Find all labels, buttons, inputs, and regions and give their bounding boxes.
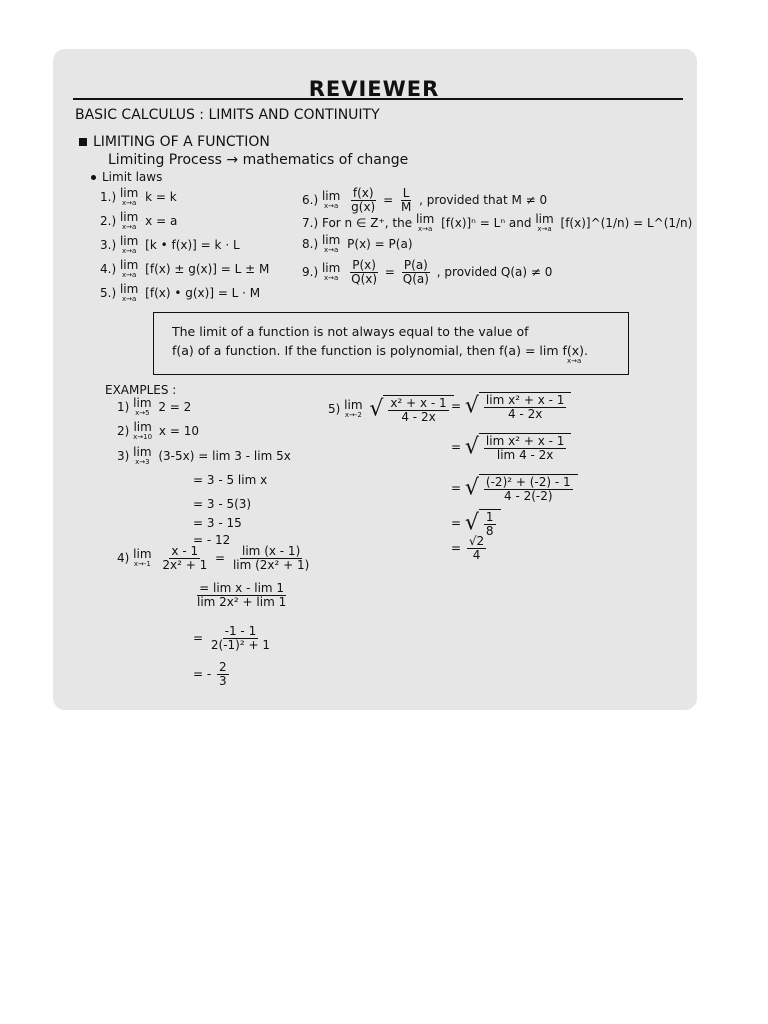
- result-sign: = -: [193, 667, 212, 681]
- law-expression: [f(x)]^(1/n) = L^(1/n): [560, 216, 693, 230]
- lim-sub: x→a: [121, 295, 137, 303]
- fraction: [217, 661, 229, 688]
- limit-laws-heading: [91, 170, 162, 184]
- lim-word: lim: [321, 189, 341, 203]
- lim-operator: [133, 549, 151, 568]
- limiting-process-label: Limiting Process: [108, 152, 222, 168]
- lim-operator: [322, 263, 340, 282]
- lim-word: lim: [119, 234, 139, 248]
- lim-sub: x→-1: [133, 560, 151, 568]
- numerator: P(x): [352, 258, 376, 272]
- fraction: [399, 187, 413, 214]
- lim-operator: [133, 422, 152, 441]
- lim-word: lim: [344, 398, 363, 412]
- denominator: lim (2x² + 1): [232, 558, 310, 572]
- lim-word: lim: [133, 420, 152, 434]
- law-8: [302, 235, 413, 254]
- denominator: 2(-1)² + 1: [210, 638, 270, 652]
- example-4-step-3: [193, 625, 274, 652]
- law-6: [302, 187, 547, 214]
- law-1: [100, 188, 177, 207]
- fraction: [388, 397, 448, 424]
- law-expression: [f(x) • g(x)] = L · M: [145, 286, 261, 300]
- limiting-process-line: [108, 152, 408, 168]
- lim-operator: [344, 400, 362, 419]
- example-5-step-2: [451, 433, 571, 462]
- note-line-1: The limit of a function is not always equal to the value of: [172, 324, 529, 339]
- numerator: P(a): [403, 258, 428, 272]
- law-text: For n ∈ Z⁺, the: [321, 216, 413, 230]
- lim-sub: x→a: [121, 247, 137, 255]
- lim-word: lim: [321, 233, 341, 247]
- example-number: 1): [117, 400, 130, 414]
- denominator: 3: [219, 674, 227, 688]
- examples-heading: EXAMPLES :: [105, 383, 177, 397]
- example-term: - lim 5x: [245, 449, 291, 463]
- note-box: [153, 312, 629, 375]
- square-root-icon: √: [464, 434, 479, 460]
- denominator: 4 - 2x: [401, 410, 436, 424]
- lim-sub: x→-2: [344, 411, 362, 419]
- denominator: g(x): [351, 200, 376, 214]
- denominator: 4: [472, 548, 481, 562]
- fraction: [231, 545, 311, 572]
- fraction: [160, 545, 209, 572]
- example-3-step-1: = 3 - 5 lim x: [193, 473, 268, 487]
- law-7: [302, 214, 692, 233]
- lim-sub: x→a: [121, 271, 137, 279]
- radical: [479, 392, 571, 421]
- example-expression: (3-5x) =: [158, 449, 209, 463]
- lim-word: lim: [133, 396, 152, 410]
- numerator: -1 - 1: [224, 624, 257, 638]
- lim-word: lim: [415, 212, 435, 226]
- square-root-icon: √: [464, 393, 479, 419]
- radical: [479, 433, 571, 462]
- law-number: 7.): [302, 216, 319, 230]
- fraction: [484, 476, 573, 503]
- limiting-process-text: mathematics of change: [242, 152, 409, 168]
- numerator: lim x² + x - 1: [485, 434, 565, 448]
- numerator: L: [402, 186, 410, 200]
- fraction: [484, 511, 496, 538]
- note-line-2: f(a) of a function. If the function is polynomial, then f(a) = lim f(x).: [172, 343, 589, 358]
- lim-word: lim: [133, 547, 152, 561]
- law-expression: [f(x) ± g(x)] = L ± M: [145, 262, 270, 276]
- lim-sub: x→10: [133, 433, 153, 441]
- example-3: [117, 447, 291, 466]
- example-number: 3): [117, 449, 130, 463]
- numerator: lim (x - 1): [242, 544, 301, 558]
- law-4: [100, 260, 269, 279]
- notes-sheet: [53, 49, 697, 710]
- law-9: [302, 259, 552, 286]
- denominator: lim 2x² + lim 1: [197, 595, 287, 609]
- law-expression: [f(x)]ⁿ = Lⁿ and: [441, 216, 532, 230]
- denominator: 2x² + 1: [162, 558, 208, 572]
- limit-laws-label: Limit laws: [102, 170, 163, 184]
- equals-sign: =: [451, 481, 462, 495]
- fraction: [209, 625, 272, 652]
- example-number: 2): [117, 424, 130, 438]
- condition: , provided Q(a) ≠ 0: [436, 265, 553, 279]
- equals-sign: =: [384, 265, 395, 279]
- note-lim-sub: x→a: [567, 357, 582, 365]
- section-heading-text: LIMITING OF A FUNCTION: [93, 134, 270, 150]
- lim-sub: x→a: [121, 223, 137, 231]
- law-number: 5.): [100, 286, 117, 300]
- square-bullet-icon: [79, 138, 87, 146]
- example-4: [117, 545, 313, 572]
- lim-operator: [133, 447, 151, 466]
- lim-operator: [120, 212, 138, 231]
- law-number: 1.): [100, 190, 117, 204]
- law-expression: P(x) = P(a): [347, 237, 413, 251]
- lim-sub: x→a: [323, 246, 339, 254]
- lim-sub: x→a: [537, 225, 552, 233]
- lim-word: lim: [133, 445, 152, 459]
- radical: [383, 395, 453, 424]
- law-2: [100, 212, 177, 231]
- equals-sign: =: [451, 440, 462, 454]
- square-root-icon: √: [369, 396, 384, 422]
- numerator: 1: [485, 510, 494, 524]
- lim-sub: x→a: [121, 199, 137, 207]
- example-term: lim 3: [212, 449, 242, 463]
- lim-operator: [322, 235, 340, 254]
- subtitle: BASIC CALCULUS : LIMITS AND CONTINUITY: [75, 107, 380, 123]
- section-heading: [79, 134, 270, 150]
- lim-word: lim: [535, 212, 554, 226]
- lim-sub: x→a: [323, 274, 339, 282]
- lim-word: lim: [321, 261, 341, 275]
- example-5-step-1: [451, 392, 571, 421]
- example-number: 4): [117, 551, 130, 565]
- lim-sub: x→a: [323, 202, 339, 210]
- example-3-step-3: = 3 - 15: [193, 516, 242, 530]
- square-root-icon: √: [464, 510, 479, 536]
- lim-sub: x→5: [135, 409, 150, 417]
- numerator: x² + x - 1: [390, 396, 447, 410]
- example-4-step-4: [193, 661, 231, 688]
- equals-sign: =: [193, 631, 204, 645]
- example-3-step-4: = - 12: [193, 533, 231, 547]
- denominator: 4 - 2(-2): [504, 489, 553, 503]
- lim-sub: x→3: [135, 458, 150, 466]
- lim-word: lim: [119, 258, 139, 272]
- law-number: 6.): [302, 193, 319, 207]
- example-5-step-3: [451, 474, 578, 503]
- square-root-icon: √: [464, 475, 479, 501]
- lim-operator: [322, 191, 340, 210]
- law-expression: [k • f(x)] = k · L: [145, 238, 240, 252]
- lim-word: lim: [119, 282, 139, 296]
- denominator: Q(x): [351, 272, 378, 286]
- law-number: 4.): [100, 262, 117, 276]
- lim-operator: [120, 236, 138, 255]
- denominator: 4 - 2x: [507, 407, 543, 421]
- lim-operator: [133, 398, 151, 417]
- equals-sign: =: [215, 551, 226, 565]
- example-expression: 2 = 2: [158, 400, 192, 414]
- lim-operator: [120, 188, 138, 207]
- equals-sign: =: [383, 193, 394, 207]
- example-2: [117, 422, 199, 441]
- lim-word: lim: [119, 186, 139, 200]
- law-expression: x = a: [145, 214, 178, 228]
- fraction: [484, 394, 566, 421]
- equals-sign: =: [451, 541, 462, 555]
- law-number: 2.): [100, 214, 117, 228]
- lim-operator: [120, 284, 138, 303]
- lim-word: lim: [119, 210, 139, 224]
- title-underline: [73, 98, 683, 100]
- numerator: lim x² + x - 1: [485, 393, 565, 407]
- dot-bullet-icon: [91, 175, 96, 180]
- lim-sub: x→a: [417, 225, 433, 233]
- example-5-step-5: [451, 535, 488, 562]
- law-expression: k = k: [145, 190, 177, 204]
- lim-operator: [416, 214, 434, 233]
- denominator: lim 4 - 2x: [496, 448, 554, 462]
- numerator: (-2)² + (-2) - 1: [485, 475, 571, 489]
- numerator: = lim x - lim 1: [199, 581, 285, 595]
- numerator: x - 1: [171, 544, 199, 558]
- equals-sign: =: [451, 399, 462, 413]
- numerator: f(x): [352, 186, 374, 200]
- fraction: [467, 535, 486, 562]
- example-expression: x = 10: [158, 424, 199, 438]
- numerator: √2: [468, 534, 485, 548]
- denominator: M: [400, 200, 412, 214]
- law-number: 3.): [100, 238, 117, 252]
- radical: [479, 474, 578, 503]
- fraction: [195, 582, 288, 609]
- example-1: [117, 398, 191, 417]
- right-arrow-icon: →: [226, 152, 239, 168]
- fraction: [349, 259, 379, 286]
- equals-sign: =: [451, 516, 462, 530]
- example-3-step-2: = 3 - 5(3): [193, 497, 252, 511]
- numerator: 2: [219, 660, 227, 674]
- law-number: 8.): [302, 237, 319, 251]
- fraction: [349, 187, 377, 214]
- lim-operator: [120, 260, 138, 279]
- example-5: [328, 395, 454, 424]
- example-number: 5): [328, 402, 341, 416]
- fraction: [484, 435, 566, 462]
- fraction: [401, 259, 431, 286]
- denominator: Q(a): [402, 272, 429, 286]
- example-4-step-2: [193, 582, 290, 609]
- law-5: [100, 284, 260, 303]
- condition: , provided that M ≠ 0: [419, 193, 548, 207]
- law-number: 9.): [302, 265, 319, 279]
- denominator: 8: [485, 524, 494, 538]
- page-title: REVIEWER: [308, 77, 440, 101]
- lim-operator: [535, 214, 553, 233]
- law-3: [100, 236, 240, 255]
